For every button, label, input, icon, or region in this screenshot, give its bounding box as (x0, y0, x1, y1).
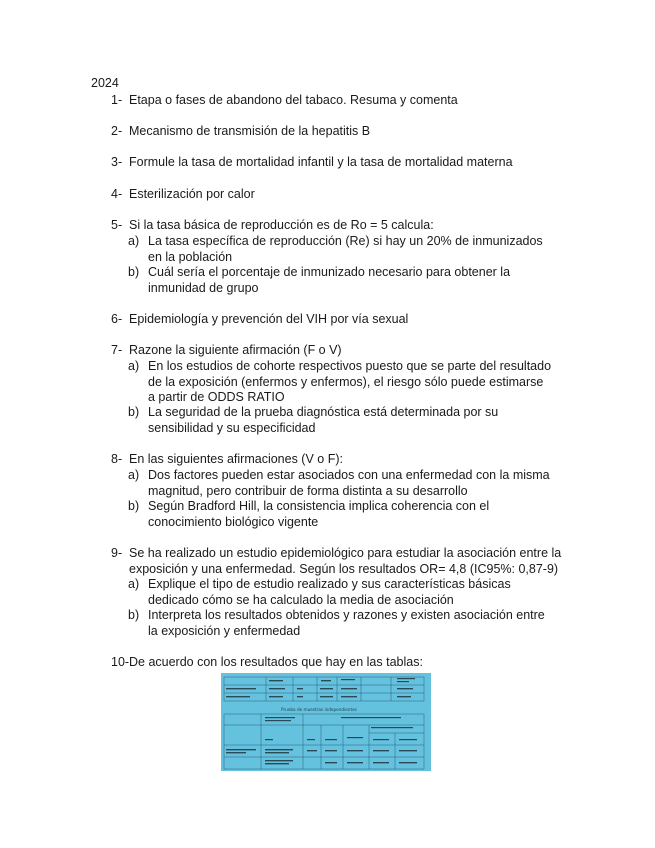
question-text: Razone la siguiente afirmación (F o V) (129, 343, 342, 357)
sub-letter: b) (128, 265, 140, 279)
sub-text: La tasa específica de reproducción (Re) si hay un 20% de inmunizados en la población (148, 234, 543, 264)
question-text: Etapa o fases de abandono del tabaco. Resuma y comenta (129, 93, 458, 107)
sub-text: Según Bradford Hill, la consistencia implica coherencia con el conocimiento biológico vigente (148, 499, 490, 529)
sub-letter: b) (128, 405, 140, 419)
sub-text: La seguridad de la prueba diagnóstica está determinada por su sensibilidad y su especificidad (148, 405, 499, 435)
sub-letter: a) (128, 234, 140, 248)
question-number: 5- (111, 218, 123, 232)
question-number: 4- (111, 187, 123, 201)
sub-letter: a) (128, 359, 140, 373)
sub-letter: a) (128, 577, 140, 591)
sub-text: Explique el tipo de estudio realizado y sus características básicas dedicado cómo se ha calculado la media de asociación (148, 577, 511, 607)
question-number: 2- (111, 124, 123, 138)
question-text: Mecanismo de transmisión de la hepatitis B (129, 124, 371, 138)
sub-text: Interpreta los resultados obtenidos y razones y existen asociación entre la exposición y enfermedad (148, 608, 545, 638)
question-number: 10- (111, 655, 130, 669)
question-text: Formule la tasa de mortalidad infantil y la tasa de mortalidad materna (129, 155, 513, 169)
question-text: Si la tasa básica de reproducción es de Ro = 5 calcula: (129, 218, 434, 232)
sub-text: Cuál sería el porcentaje de inmunizado necesario para obtener la inmunidad de grupo (148, 265, 511, 295)
question-number: 1- (111, 93, 123, 107)
question-number: 9- (111, 546, 123, 560)
lower-table-title: Prueba de muestras independientes (281, 707, 357, 712)
sub-text: Dos factores pueden estar asociados con una enfermedad con la misma magnitud, pero contribuir de forma distinta a su desarrollo (148, 468, 550, 498)
question-text: De acuerdo con los resultados que hay en las tablas: (129, 655, 423, 669)
question-text: En las siguientes afirmaciones (V o F): (129, 452, 343, 466)
question-number: 7- (111, 343, 123, 357)
exam-year: 2024 (91, 76, 119, 90)
sub-letter: b) (128, 608, 140, 622)
upper-table-scribbles (226, 678, 415, 697)
sub-text: En los estudios de cohorte respectivos puesto que se parte del resultado de la exposición (enfermos y enfermos), el riesgo sólo puede estimarse a partir de ODDS RATIO (148, 359, 552, 404)
sub-letter: a) (128, 468, 140, 482)
question-text: Esterilización por calor (129, 187, 255, 201)
sub-letter: b) (128, 499, 140, 513)
question-text: Se ha realizado un estudio epidemiológico para estudiar la asociación entre la exposición y una enfermedad. Según los resultados OR= 4,8 (IC95%: 0,87-9) (129, 546, 562, 576)
lower-table-scribbles (226, 717, 417, 764)
lower-table (224, 714, 424, 769)
table-photo (221, 673, 431, 771)
question-number: 3- (111, 155, 123, 169)
question-text: Epidemiología y prevención del VIH por vía sexual (129, 312, 409, 326)
table-photo-graphic (221, 673, 431, 771)
question-number: 6- (111, 312, 123, 326)
question-number: 8- (111, 452, 123, 466)
